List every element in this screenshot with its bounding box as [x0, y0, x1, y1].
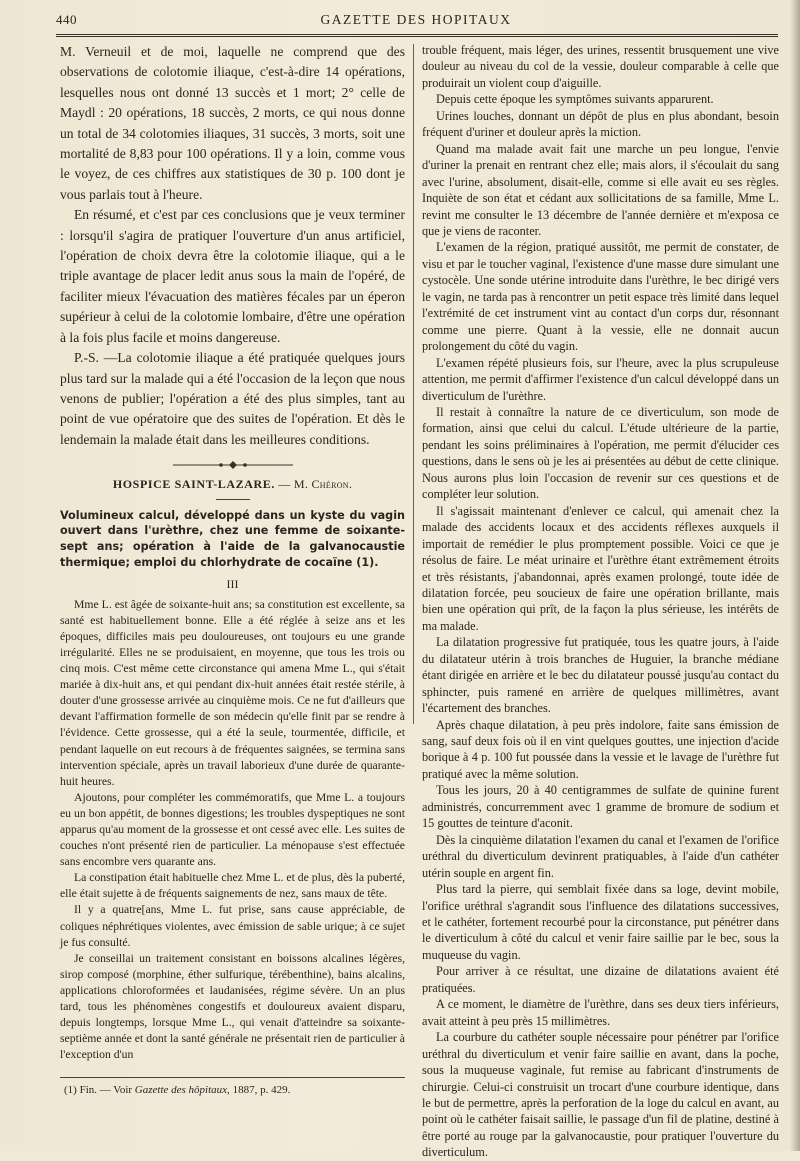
paragraph: Ajoutons, pour compléter les commémoratifs, que Mme L. a toujours eu un bon appétit, de bonnes digestions; les troubles dyspeptiques ne sont apparus qu'au moment de la grossesse et ont cessé avec elle. Les suites de couches n'ont présenté rien de particulier. La ménopause s'est effectuée sans encombre vers quarante ans.	[60, 790, 405, 869]
page-number: 440	[56, 12, 77, 27]
page-edge-shadow	[790, 0, 800, 1151]
paragraph: Quand ma malade avait fait une marche un peu longue, l'envie d'uriner la prenait en rentrant chez elle; mais alors, il s'écoulait du sang avec l'urine, absolument, disait-elle, comme si elle avait eu ses règles. Inquiète de son état et cédant aux sollicitations de sa famille, Mme L. revint me consulter le 13 décembre de l'année dernière et m'exposa ce que je viens de raconter.	[422, 141, 779, 238]
paragraph: Après chaque dilatation, à peu près indolore, faite sans émission de sang, sauf deux fois où il en vint quelques gouttes, une injection d'acide borique à 4 p. 100 fut poussée dans la vessie et le lavage de l'urèthre fut pratiqué avec la même solution.	[422, 717, 779, 781]
institution-name: HOSPICE SAINT-LAZARE.	[112, 477, 276, 492]
footnote-rule	[60, 1077, 405, 1078]
paragraph: P.-S. —La colotomie iliaque a été pratiquée quelques jours plus tard sur la malade qui a été l'occasion de la leçon que nous venons de publier; l'opération a été des plus simples, tant au point de vue opératoire que des suites de l'opération. Et dès le lendemain la malade était dans les meilleures conditions.	[60, 350, 405, 447]
paragraph: Dès la cinquième dilatation l'examen du canal et l'examen de l'orifice uréthral du diverticulum devinrent pratiquables, à l'aide d'un cathéter utérin souple en argent fin.	[422, 832, 779, 880]
paragraph: A ce moment, le diamètre de l'urèthre, dans ses deux tiers inférieurs, avait atteint à peu près 15 millimètres.	[422, 997, 779, 1028]
footnote-ref: 1887, p. 429.	[232, 1084, 291, 1097]
paragraph: La dilatation progressive fut pratiquée, tous les quatre jours, à l'aide du dilatateur utérin à trois branches de Huguier, la branche médiane étant dirigée en arrière et le bec du dilatateur poussé jusqu'au contact du sphincter, puis ramené en arrière de quelques millimètres, avant l'écartement des branches.	[422, 635, 779, 716]
paragraph: Il restait à connaître la nature de ce diverticulum, son mode de formation, ainsi que celui du calcul. L'étude ultérieure de la partie, pendant les soins préliminaires à l'opération, me permit d'élucider ces questions, dans le sens où je les ai présentées au début de cette clinique. Nous aurons plus loin l'occasion de revenir sur ces questions et de compléter leur solution.	[422, 404, 779, 502]
left-column	[60, 42, 405, 1099]
paragraph: Urines louches, donnant un dépôt de plus en plus abondant, besoin fréquent d'uriner et douleur après la miction.	[422, 108, 779, 140]
part-numeral: III	[226, 577, 239, 592]
running-title: GAZETTE DES HOPITAUX	[320, 12, 512, 27]
paragraph: L'examen répété plusieurs fois, sur l'heure, avec la plus scrupuleuse attention, me permit d'affirmer l'existence d'un calcul développé dans un diverticulum de l'urèthre.	[422, 355, 779, 403]
paragraph: En résumé, et c'est par ces conclusions que je veux terminer : lorsqu'il s'agira de pratiquer l'ouverture d'un anus artificiel, l'opération de choix devra être la colotomie iliaque, qui a le triple avantage de placer ledit anus sous la main de l'opéré, de faciliter mieux l'évacuation des matières fécales par un éperon supérieur à celui de la colotomie lombaire, d'être une opération à la fois plus facile et moins dangereuse.	[60, 207, 405, 345]
paragraph: Depuis cette époque les symptômes suivants apparurent.	[436, 92, 714, 107]
right-column	[422, 42, 779, 1161]
page-header	[56, 10, 776, 34]
paragraph: Pour arriver à ce résultat, une dizaine de dilatations avaient été pratiquées.	[422, 964, 779, 995]
intro-text	[60, 42, 405, 450]
paragraph: Plus tard la pierre, qui semblait fixée dans sa loge, devint mobile, l'orifice uréthral s'agrandit sous l'influence des dilatations successives, et le cathéter, fortement recourbé pour la circonstance, put pénétrer dans le diverticulum à côté du calcul et venir faire saillie par le bec, sous la muqueuse du vagin.	[422, 882, 779, 962]
footnote	[60, 1082, 405, 1099]
paragraph: Tous les jours, 20 à 40 centigrammes de sulfate de quinine furent administrés, concurremment avec 1 gramme de bromure de sodium et 15 gouttes de teinture d'aconit.	[422, 783, 779, 831]
author-name: — M. Chéron.	[278, 477, 353, 492]
section-heading	[60, 476, 405, 493]
body-text	[60, 597, 405, 1064]
paragraph: La courbure du cathéter souple nécessaire pour pénétrer par l'orifice uréthral du diverticulum et venir faire saillie en avant, dans la poche, sous la muqueuse vaginale, fut remise au fabricant d'instruments de chirurgie. Celui-ci construisit un trocart d'une courbure identique, dans le but de permettre, après la perforation de la loge du calcul en avant, au point où le cathéter faisait saillie, le passage d'un fil de platine, destiné à être porté au rouge par la galvanocaustie, pour pratiquer l'ouverture du diverticulum.	[422, 1030, 779, 1160]
header-rule	[56, 34, 778, 37]
paragraph: Il y a quatre[ans, Mme L. fut prise, sans cause appréciable, de coliques néphrétiques violentes, avec émission de sable urique; à ce sujet je fus consulté.	[60, 903, 405, 949]
footnote-journal: Gazette des hôpitaux,	[134, 1084, 230, 1097]
article-title: Volumineux calcul, développé dans un kyste du vagin ouvert dans l'urèthre, chez une femme de soixante-sept ans; opération à l'aide de la galvanocaustie thermique; emploi du chlorhydrate de cocaïne (1).	[60, 508, 405, 569]
ornament-divider	[173, 460, 293, 470]
footnote-prefix: (1) Fin. — Voir	[64, 1084, 133, 1097]
column-divider	[413, 44, 414, 724]
paragraph: trouble fréquent, mais léger, des urines, ressentit brusquement une vive douleur au niveau du col de la vessie, douleur comparable à celle que produirait un violent coup d'aiguille.	[422, 43, 779, 90]
paragraph: Je conseillai un traitement consistant en boissons alcalines légères, sirop composé (morphine, éther sulfurique, térébenthine), bains alcalins, applications chloroformées et laudanisées, régime sévère. Un an plus tard, tous les phénomènes congestifs et douloureux avaient disparu, depuis longtemps, lorsque Mme L., qui venait d'atteindre sa soixante-septième année et dont la santé générale ne présentait rien de particulier à l'exception d'un	[60, 951, 405, 1062]
paragraph: Mme L. est âgée de soixante-huit ans; sa constitution est excellente, sa santé est habituellement bonne. Elle a été réglée à seize ans et les époques, difficiles mais peu douloureuses, ont toujours eu une grande irrégularité. Elles ne se produisaient, en moyenne, que tous les trois ou cinq mois. C'est même cette circonstance qui amena Mme L., qui s'était mariée à dix-huit ans, et qui pendant dix-huit années était restée stérile, à douter d'une grossesse arrivée au cinquième mois. Ce ne fut d'ailleurs que devant l'affirmation formelle de son médecin qu'elle finit par se rendre à l'évidence. Cette grossesse, qui a été la seule, tourmentée, difficile, et pendant laquelle on eut recours à de fréquentes saignées, se termina sans intervention spéciale, après un travail laborieux d'une durée de quarante-huit heures.	[60, 597, 405, 788]
paragraph: L'examen de la région, pratiqué aussitôt, me permit de constater, de visu et par le toucher vaginal, l'existence d'une masse dure simulant une cystocèle. Une sonde utérine introduite dans l'urèthre, le bec dirigé vers le vagin, ne tarda pas à rencontrer un petit espace très limité dans lequel l'extrémité de cet instrument vint au contact d'un corps dur, résonnant comme une pierre. Quant à la vessie, elle ne donnait aucun prolongement du côté du vagin.	[422, 240, 779, 354]
paragraph: La constipation était habituelle chez Mme L. et de plus, dès la puberté, elle était sujette à de fréquents saignements de nez, sans maux de tête.	[60, 871, 405, 901]
paragraph: Il s'agissait maintenant d'enlever ce calcul, qui amenait chez la malade des accidents locaux et des accidents réflexes auxquels il importait de remédier le plus promptement possible. Voici ce que je résolus de faire. Le méat urinaire et l'urèthre étant extrêmement étroits et très résistants, j'abandonnai, après examen prolongé, toute idée de dilatation forcée, peu soucieux de faire une opération brillante, mais bien une opération qui prît, de la façon la plus sérieuse, les intérêts de ma malade.	[422, 503, 779, 633]
paragraph: M. Verneuil et de moi, laquelle ne comprend que des observations de colotomie iliaque, c'est-à-dire 14 opérations, lesquelles nous ont donné 13 succès et 1 mort; 2° celle de Maydl : 20 opérations, 18 succès, 2 morts, ce qui nous donne un total de 34 colotomies iliaques, 31 succès, 3 morts, soit une mortalité de 8,83 pour 100 opérations. Il y a loin, comme vous le voyez, de ces chiffres aux statistiques de 30 p. 100 dont je vous parlais tout à l'heure.	[60, 44, 405, 202]
short-rule	[216, 499, 250, 500]
